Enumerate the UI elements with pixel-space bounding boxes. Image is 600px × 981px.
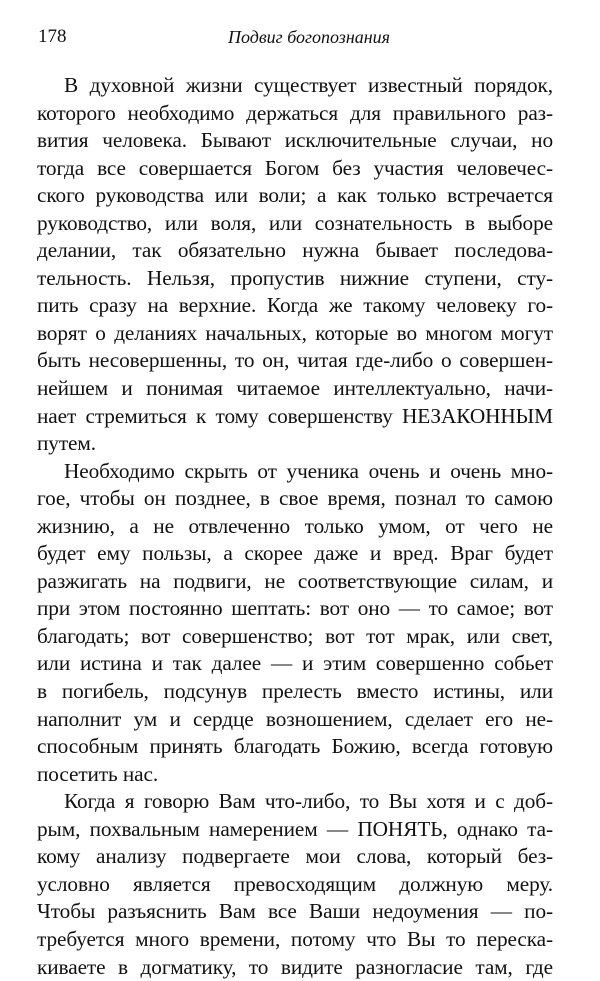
text-line: жизнию, а не отвлеченно только умом, от чего не bbox=[37, 513, 553, 541]
text-line: вития человека. Бывают исключительные случаи, но bbox=[37, 127, 553, 155]
text-line: пить сразу на верхние. Когда же такому человеку го- bbox=[37, 292, 553, 320]
text-line: тельность. Нельзя, пропустив нижние ступени, сту- bbox=[37, 265, 553, 293]
body-text bbox=[37, 72, 553, 981]
text-line: Чтобы разъяснить Вам все Ваши недоумения — по- bbox=[37, 898, 553, 926]
text-line: Когда я говорю Вам что-либо, то Вы хотя и с доб- bbox=[37, 788, 553, 816]
text-line: быть несовершенны, то он, читая где-либо о совершен- bbox=[37, 347, 553, 375]
text-line: руководство, или воля, или сознательность в выборе bbox=[37, 210, 553, 238]
text-line: наполнит ум и сердце возношением, сделает его не- bbox=[37, 706, 553, 734]
text-line: ворят о деланиях начальных, которые во многом могут bbox=[37, 320, 553, 348]
text-line: Необходимо скрыть от ученика очень и очень мно- bbox=[37, 458, 553, 486]
text-line: нейшем и понимая читаемое интеллектуально, начи- bbox=[37, 375, 553, 403]
text-line: способным принять благодать Божию, всегда готовую bbox=[37, 733, 553, 761]
text-line: ского руководства или воли; а как только встречается bbox=[37, 182, 553, 210]
text-line: посетить нас. bbox=[37, 761, 553, 789]
text-line: гое, чтобы он позднее, в свое время, познал то самою bbox=[37, 485, 553, 513]
text-line: В духовной жизни существует известный порядок, bbox=[37, 72, 553, 100]
text-line: рым, похвальным намерением — ПОНЯТЬ, однако та- bbox=[37, 816, 553, 844]
text-line: благодать; вот совершенство; вот тот мрак, или свет, bbox=[37, 623, 553, 651]
text-line: путем. bbox=[37, 430, 553, 458]
text-line: киваете в догматику, то видите разногласие там, где bbox=[37, 954, 553, 981]
page-number: 178 bbox=[38, 26, 67, 48]
text-line: разжигать на подвиги, не соответствующие силам, и bbox=[37, 568, 553, 596]
text-line: будет ему пользы, а скорее даже и вред. Враг будет bbox=[37, 540, 553, 568]
text-line: тогда все совершается Богом без участия человечес- bbox=[37, 155, 553, 183]
text-line: при этом постоянно шептать: вот оно — то самое; вот bbox=[37, 595, 553, 623]
text-line: нает стремиться к тому совершенству НЕЗАКОННЫМ bbox=[37, 403, 553, 431]
text-line: делании, так обязательно нужна бывает последова- bbox=[37, 237, 553, 265]
text-line: требуется много времени, потому что Вы то переска- bbox=[37, 926, 553, 954]
text-line: в погибель, подсунув прелесть вместо истины, или bbox=[37, 678, 553, 706]
text-line: условно является превосходящим должную меру. bbox=[37, 871, 553, 899]
text-line: или истина и так далее — и этим совершенно собьет bbox=[37, 650, 553, 678]
text-line: которого необходимо держаться для правильного раз- bbox=[37, 100, 553, 128]
running-title: Подвиг богопознания bbox=[228, 26, 390, 48]
text-line: кому анализу подвергаете мои слова, который без- bbox=[37, 843, 553, 871]
